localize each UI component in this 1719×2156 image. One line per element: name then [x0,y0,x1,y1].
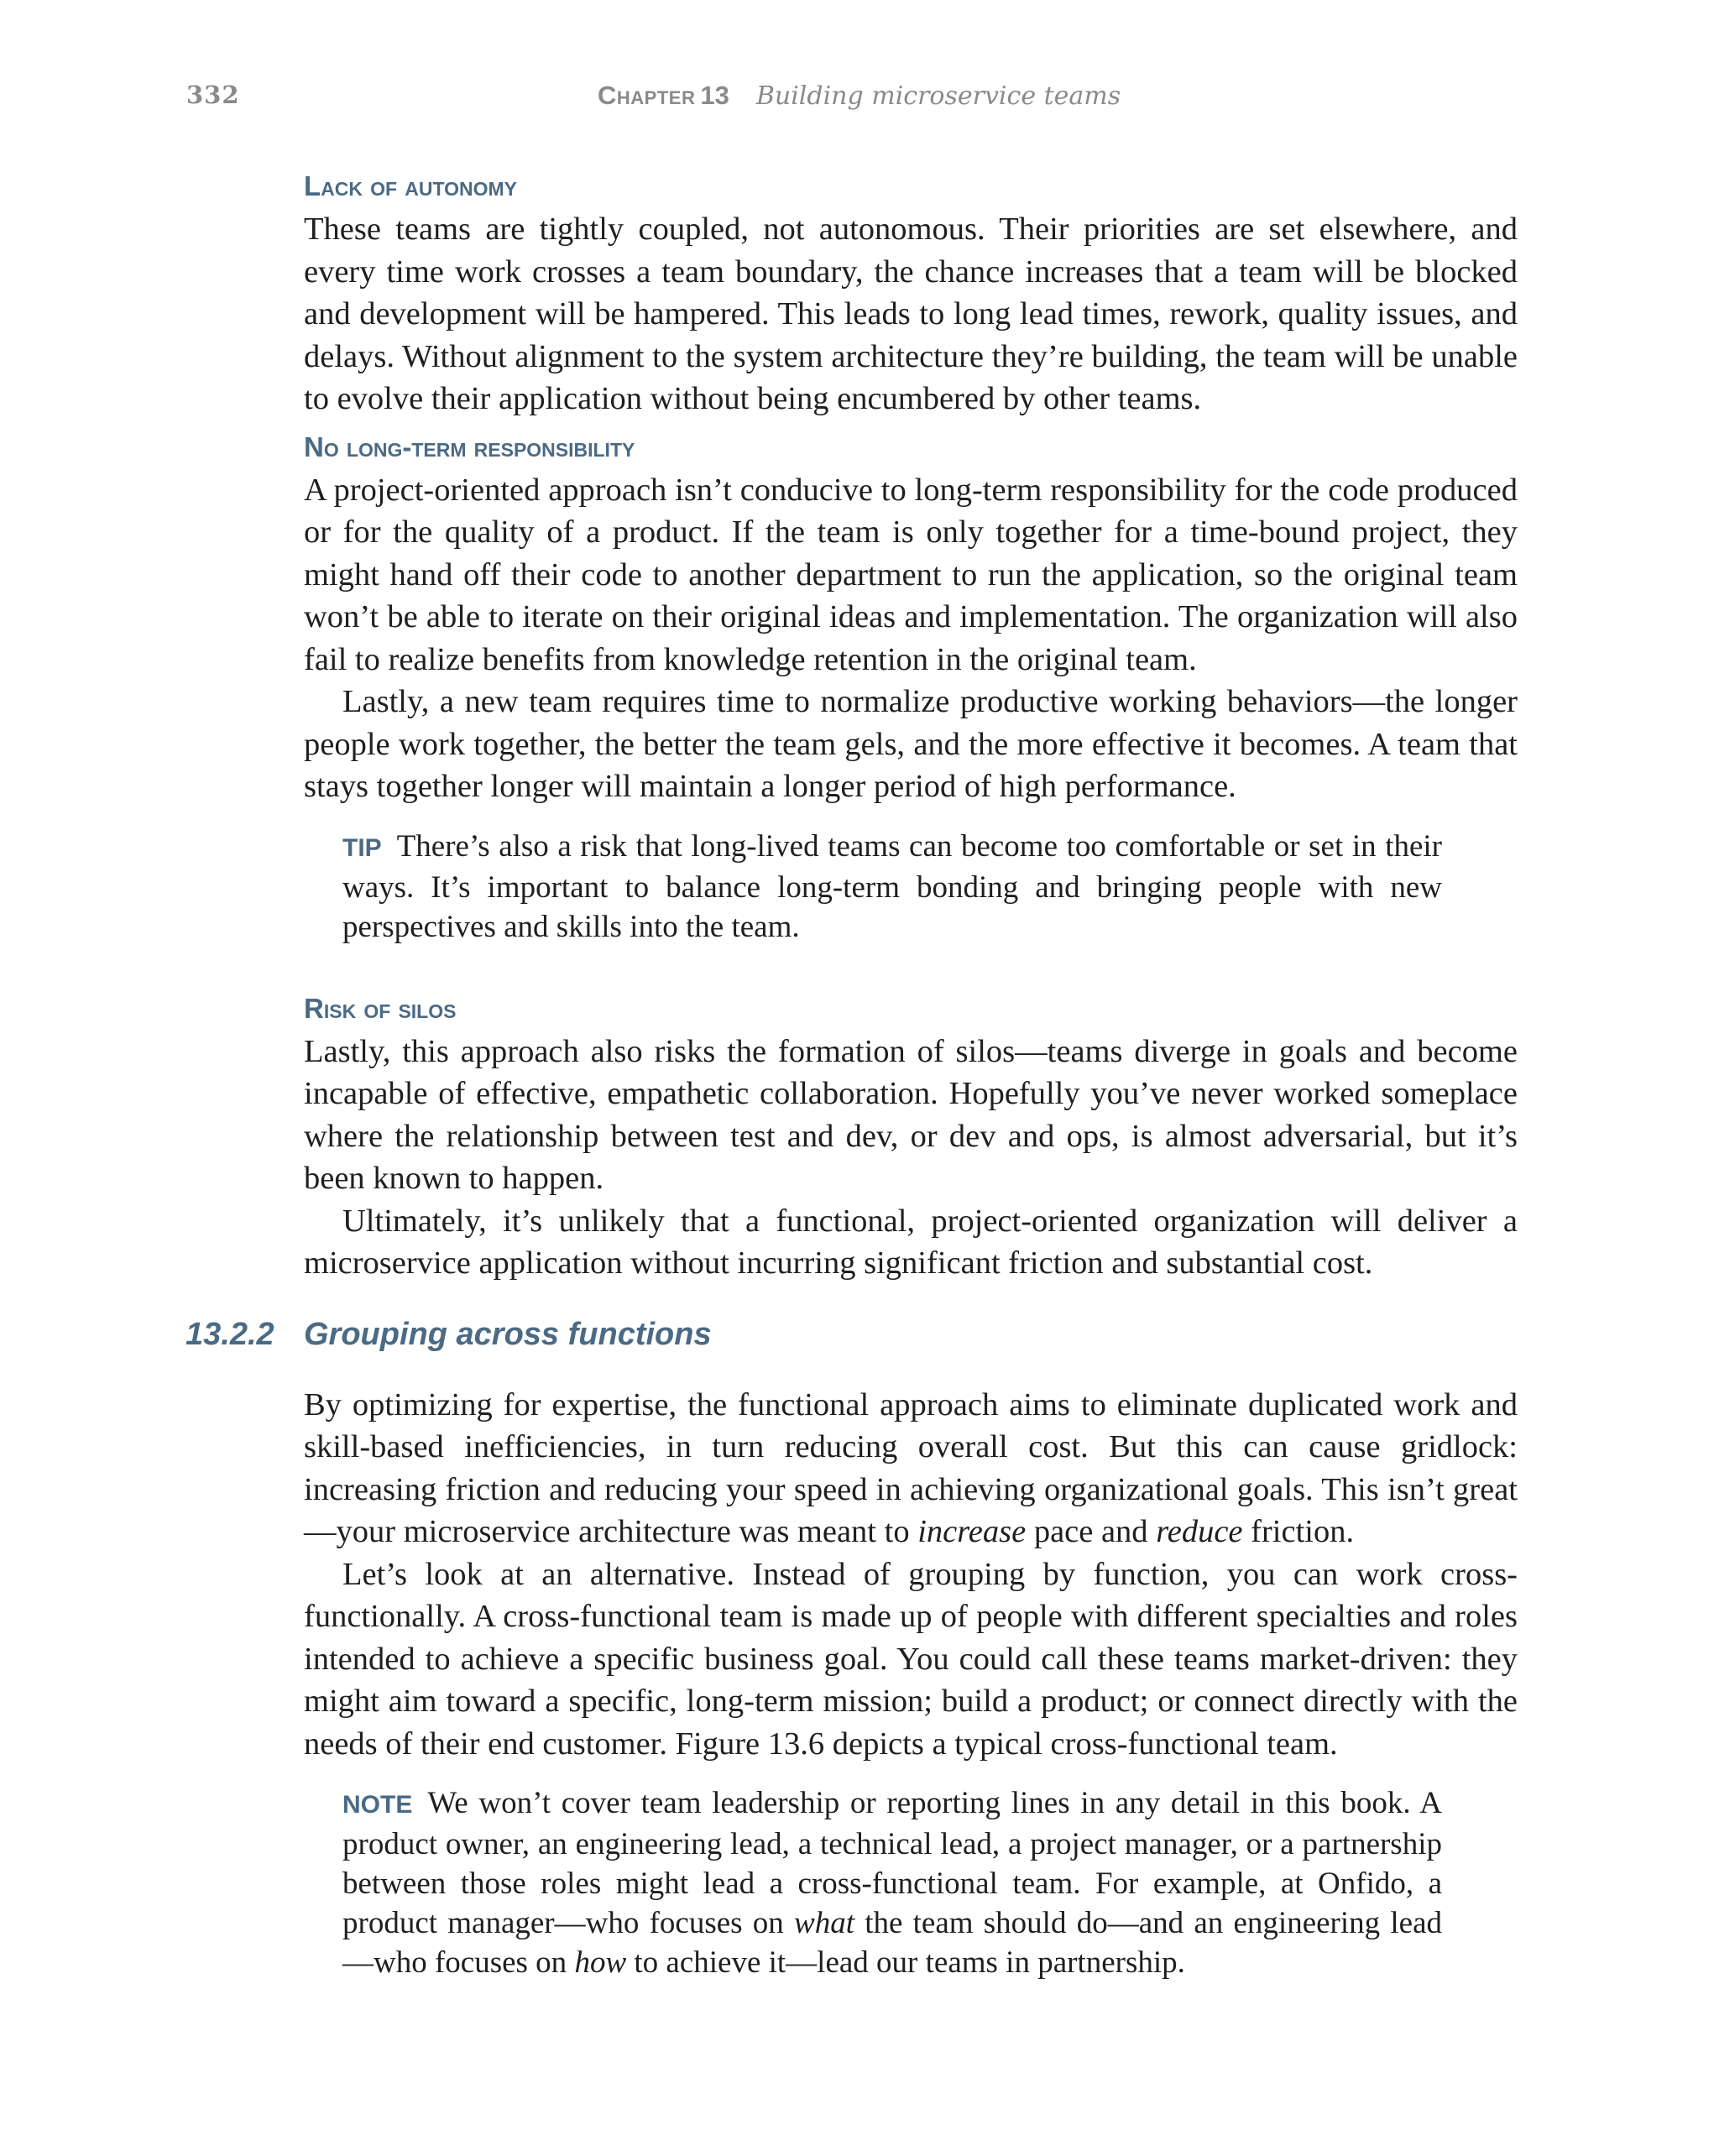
chapter-label: Chapter [598,81,696,110]
paragraph: These teams are tightly coupled, not autonomous. Their priorities are set elsewhere, and every time work crosses a team boundary, the chance increases that a team will be blocked and development will be hampered. This leads to long lead times, rework, quality issues, and delays. Without alignment to the system architecture they’re building, the team will be unable to evolve their application without being encumbered by other teams. [304,211,1518,416]
note-callout [342,1783,1442,1982]
paragraph [304,1384,1518,1553]
paragraph: Lastly, this approach also risks the formation of silos—teams diverge in goals and become incapable of effective, empathetic collaboration. Hopefully you’ve never worked someplace where the relationship between test and dev, or dev and ops, is almost adversarial, but it’s been known to happen. [304,1033,1518,1196]
paragraph-text: friction. [1242,1514,1355,1549]
subhead-lack-of-autonomy: Lack of autonomy [304,170,518,201]
chapter-title: Building microservice teams [755,81,1121,111]
section-heading [185,1310,1518,1359]
section-title: Grouping across functions [304,1316,712,1352]
subhead-no-long-term-responsibility: No long-term responsibility [304,431,635,462]
note-text: the team should do—and an engineering lead—who focuses on [342,1906,1443,1980]
note-text: We won’t cover team leadership or reporting lines in any detail in this book. A product owner, an engineering lead, a technical lead, a project manager, or a partnership between those roles might lead a cross-functional team. For example, at Onfido, a product manager—who focuses on [342,1786,1442,1940]
emphasis-how: how [574,1945,627,1980]
section-number: 13.2.2 [185,1316,274,1352]
paragraph-text: pace and [1026,1514,1157,1549]
paragraph: Let’s look at an alternative. Instead of grouping by function, you can work cross-functionally. A cross-functional team is made up of people with different specialties and roles intended to achieve a specific business goal. You could call these teams market-driven: they might aim toward a specific, long-term mission; build a product; or connect directly with the needs of their end customer. Figure 13.6 depicts a typical cross-functional team. [304,1556,1518,1762]
emphasis-what: what [794,1906,854,1940]
subhead-risk-of-silos: Risk of silos [304,992,457,1024]
note-text: to achieve it—lead our teams in partnership. [626,1945,1185,1980]
running-head [598,81,1121,111]
emphasis-reduce: reduce [1156,1514,1243,1549]
note-label: NOTE [342,1791,413,1819]
paragraph: Lastly, a new team requires time to normalize productive working behaviors—the longer people work together, the better the team gels, and the more effective it becomes. A team that stays together longer will maintain a longer period of high performance. [304,684,1518,804]
page-number: 332 [186,81,240,109]
tip-callout [342,827,1442,947]
paragraph: Ultimately, it’s unlikely that a functional, project-oriented organization will deliver a microservice application without incurring significant friction and substantial cost. [304,1203,1518,1281]
paragraph-text: By optimizing for expertise, the functional approach aims to eliminate duplicated work and skill-based inefficiencies, in turn reducing overall cost. But this can cause gridlock: increasing friction and reducing your speed in achieving organizational goals. This isn’t great—your microservice architecture was meant to [304,1386,1518,1549]
emphasis-increase: increase [917,1514,1027,1549]
tip-text: There’s also a risk that long-lived teams can become too comfortable or set in their ways. It’s important to balance long-term bonding and bringing people with new perspectives and skills into the team. [342,828,1442,944]
paragraph: A project-oriented approach isn’t conducive to long-term responsibility for the code produced or for the quality of a product. If the team is only together for a time-bound project, they might hand off their code to another department to run the application, so the original team won’t be able to iterate on their original ideas and implementation. The organization will also fail to realize benefits from knowledge retention in the original team. [304,472,1518,677]
chapter-number: 13 [700,81,729,110]
tip-label: TIP [342,833,382,862]
page-body [185,164,1518,2001]
